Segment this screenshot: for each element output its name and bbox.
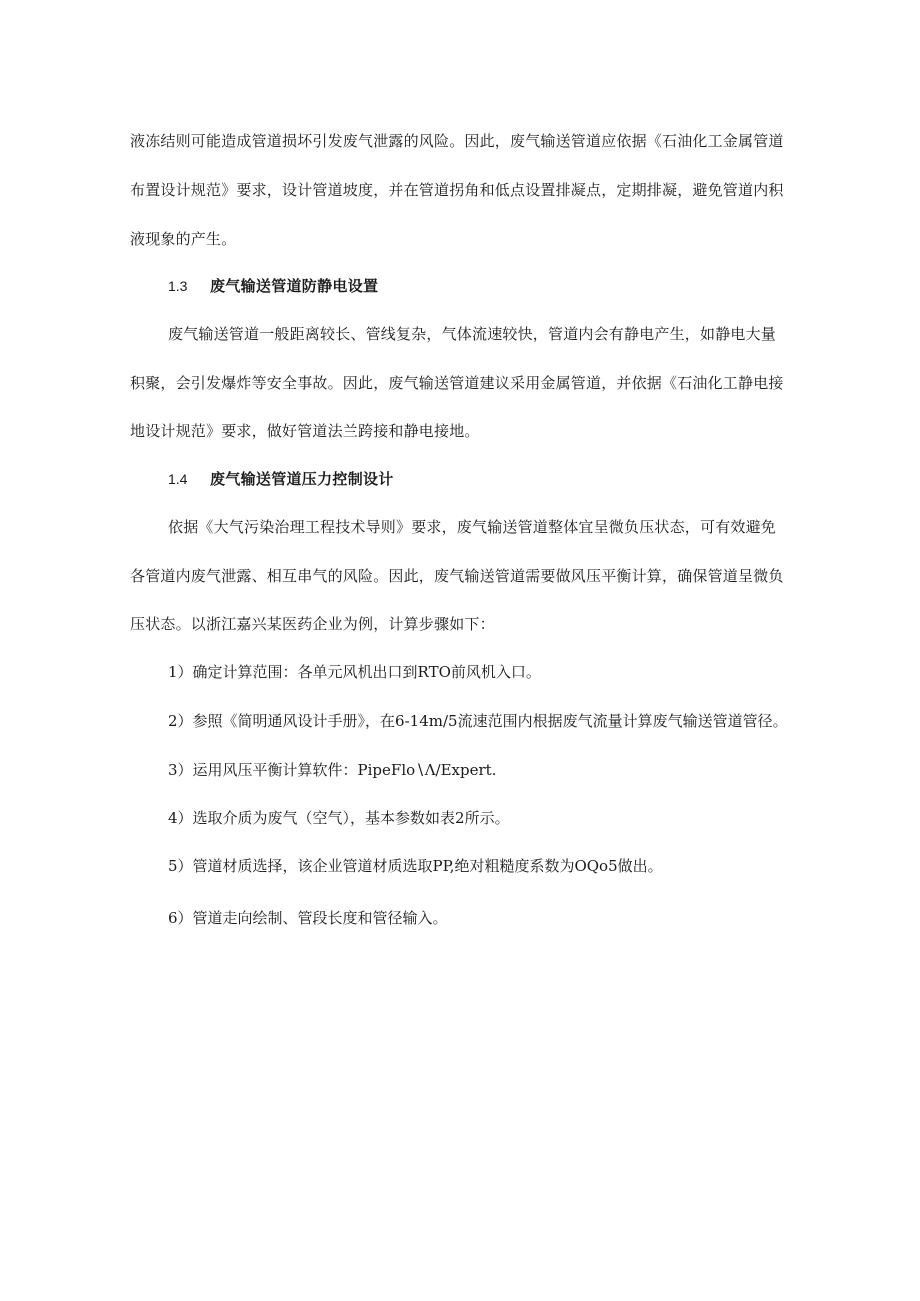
list-item: 3）运用风压平衡计算软件：PipeFlo∖Λ∕Expert. [168,761,497,779]
paragraph-line: 布置设计规范》要求，设计管道坡度，并在管道拐角和低点设置排凝点，定期排凝，避免管道内积 [130,181,784,199]
paragraph-line: 地设计规范》要求，做好管道法兰跨接和静电接地。 [130,422,480,440]
paragraph-line: 积聚，会引发爆炸等安全事故。因此，废气输送管道建议采用金属管道，并依据《石油化工静电接 [130,374,784,392]
paragraph-line: 依据《大气污染治理工程技术导则》要求，废气输送管道整体宜呈微负压状态，可有效避免 [168,518,777,536]
paragraph-line: 废气输送管道一般距离较长、管线复杂，气体流速较快，管道内会有静电产生，如静电大量 [168,325,777,343]
list-item: 5）管道材质选择，该企业管道材质选取PP,绝对粗糙度系数为OQo5做出。 [168,857,663,875]
section-title: 废气输送管道防静电设置 [210,277,379,295]
list-item: 1）确定计算范围：各单元风机出口到RTO前风机入口。 [168,663,541,681]
paragraph-line: 液现象的产生。 [130,230,237,248]
paragraph-line: 液冻结则可能造成管道损坏引发废气泄露的风险。因此，废气输送管道应依据《石油化工金属管道 [130,132,784,150]
list-item: 2）参照《简明通风设计手册》，在6-14m∕5流速范围内根据废气流量计算废气输送管道管径。 [168,712,788,730]
paragraph-line: 压状态。以浙江嘉兴某医药企业为例，计算步骤如下： [130,615,495,633]
list-item: 4）选取介质为废气（空气），基本参数如表2所示。 [168,809,510,827]
section-number: 1.4 [168,471,188,487]
list-item: 6）管道走向绘制、管段长度和管径输入。 [168,909,448,927]
section-number: 1.3 [168,278,188,294]
paragraph-line: 各管道内废气泄露、相互串气的风险。因此，废气输送管道需要做风压平衡计算，确保管道呈微负 [130,567,784,585]
section-title: 废气输送管道压力控制设计 [210,470,394,488]
